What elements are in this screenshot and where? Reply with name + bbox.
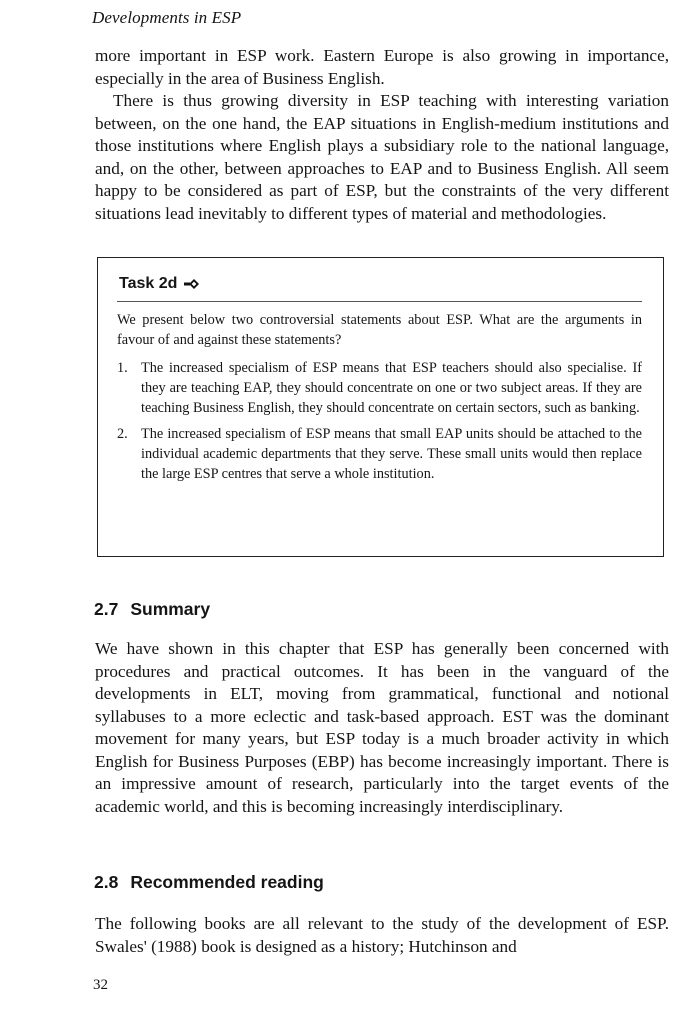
- task-title: [119, 275, 642, 293]
- paragraph: We have shown in this chapter that ESP has generally been concerned with procedures and practical outcomes. It has been in the vanguard of the developments in ELT, moving from grammatical, functional and notional syllabuses to a more eclectic and task-based approach. EST was the dominant movement for many years, but ESP today is a much broader activity in which English for Business Purposes (EBP) has become increasingly important. There is an impressive amount of research, particularly into the target events of the academic world, and this is becoming increasingly interdisciplinary.: [95, 639, 669, 816]
- item-number: 1.: [117, 360, 128, 376]
- item-number: 2.: [117, 426, 128, 442]
- task-divider: [117, 301, 642, 302]
- paragraph: There is thus growing diversity in ESP teaching with interesting variation between, on the one hand, the EAP situations in English-medium institutions and those institutions where English plays a subsidiary role to the national language, and, on the other, between approaches to EAP and to Business English. All seem happy to be considered as part of ESP, but the constraints of the very different situations lead inevitably to different types of material and methodologies.: [95, 91, 669, 223]
- top-text: [95, 45, 669, 225]
- reading-text: [95, 913, 669, 958]
- section-number: 2.8: [94, 872, 119, 892]
- paragraph: The following books are all relevant to the study of the development of ESP. Swales' (1988) book is designed as a history; Hutchinson and: [95, 914, 669, 956]
- paragraph: more important in ESP work. Eastern Europe is also growing in importance, especially in the area of Business English.: [95, 46, 669, 88]
- task-box: [97, 257, 664, 557]
- item-text: The increased specialism of ESP means that ESP teachers should also specialise. If they are teaching EAP, they should concentrate on one or two subject areas. If they are teaching Business English, they should concentrate on certain sectors, such as banking.: [141, 360, 642, 416]
- task-title-text: Task 2d: [119, 275, 178, 292]
- task-intro: We present below two controversial statements about ESP. What are the arguments in favour of and against these statements?: [117, 312, 642, 348]
- item-text: The increased specialism of ESP means that small EAP units should be attached to the individual academic departments that they serve. These small units would then replace the large ESP centres that serve a whole institution.: [141, 426, 642, 482]
- list-item: [117, 424, 642, 484]
- list-item: [117, 358, 642, 418]
- section-heading-summary: [94, 599, 210, 620]
- summary-text: [95, 638, 669, 818]
- running-head: Developments in ESP: [92, 8, 242, 27]
- section-number: 2.7: [94, 599, 119, 619]
- section-heading-reading: [94, 872, 324, 893]
- arrow-diamond-icon: [184, 279, 200, 289]
- task-list: [117, 358, 642, 484]
- page-number: 32: [93, 977, 108, 993]
- section-title: Recommended reading: [130, 872, 324, 892]
- section-title: Summary: [130, 599, 211, 619]
